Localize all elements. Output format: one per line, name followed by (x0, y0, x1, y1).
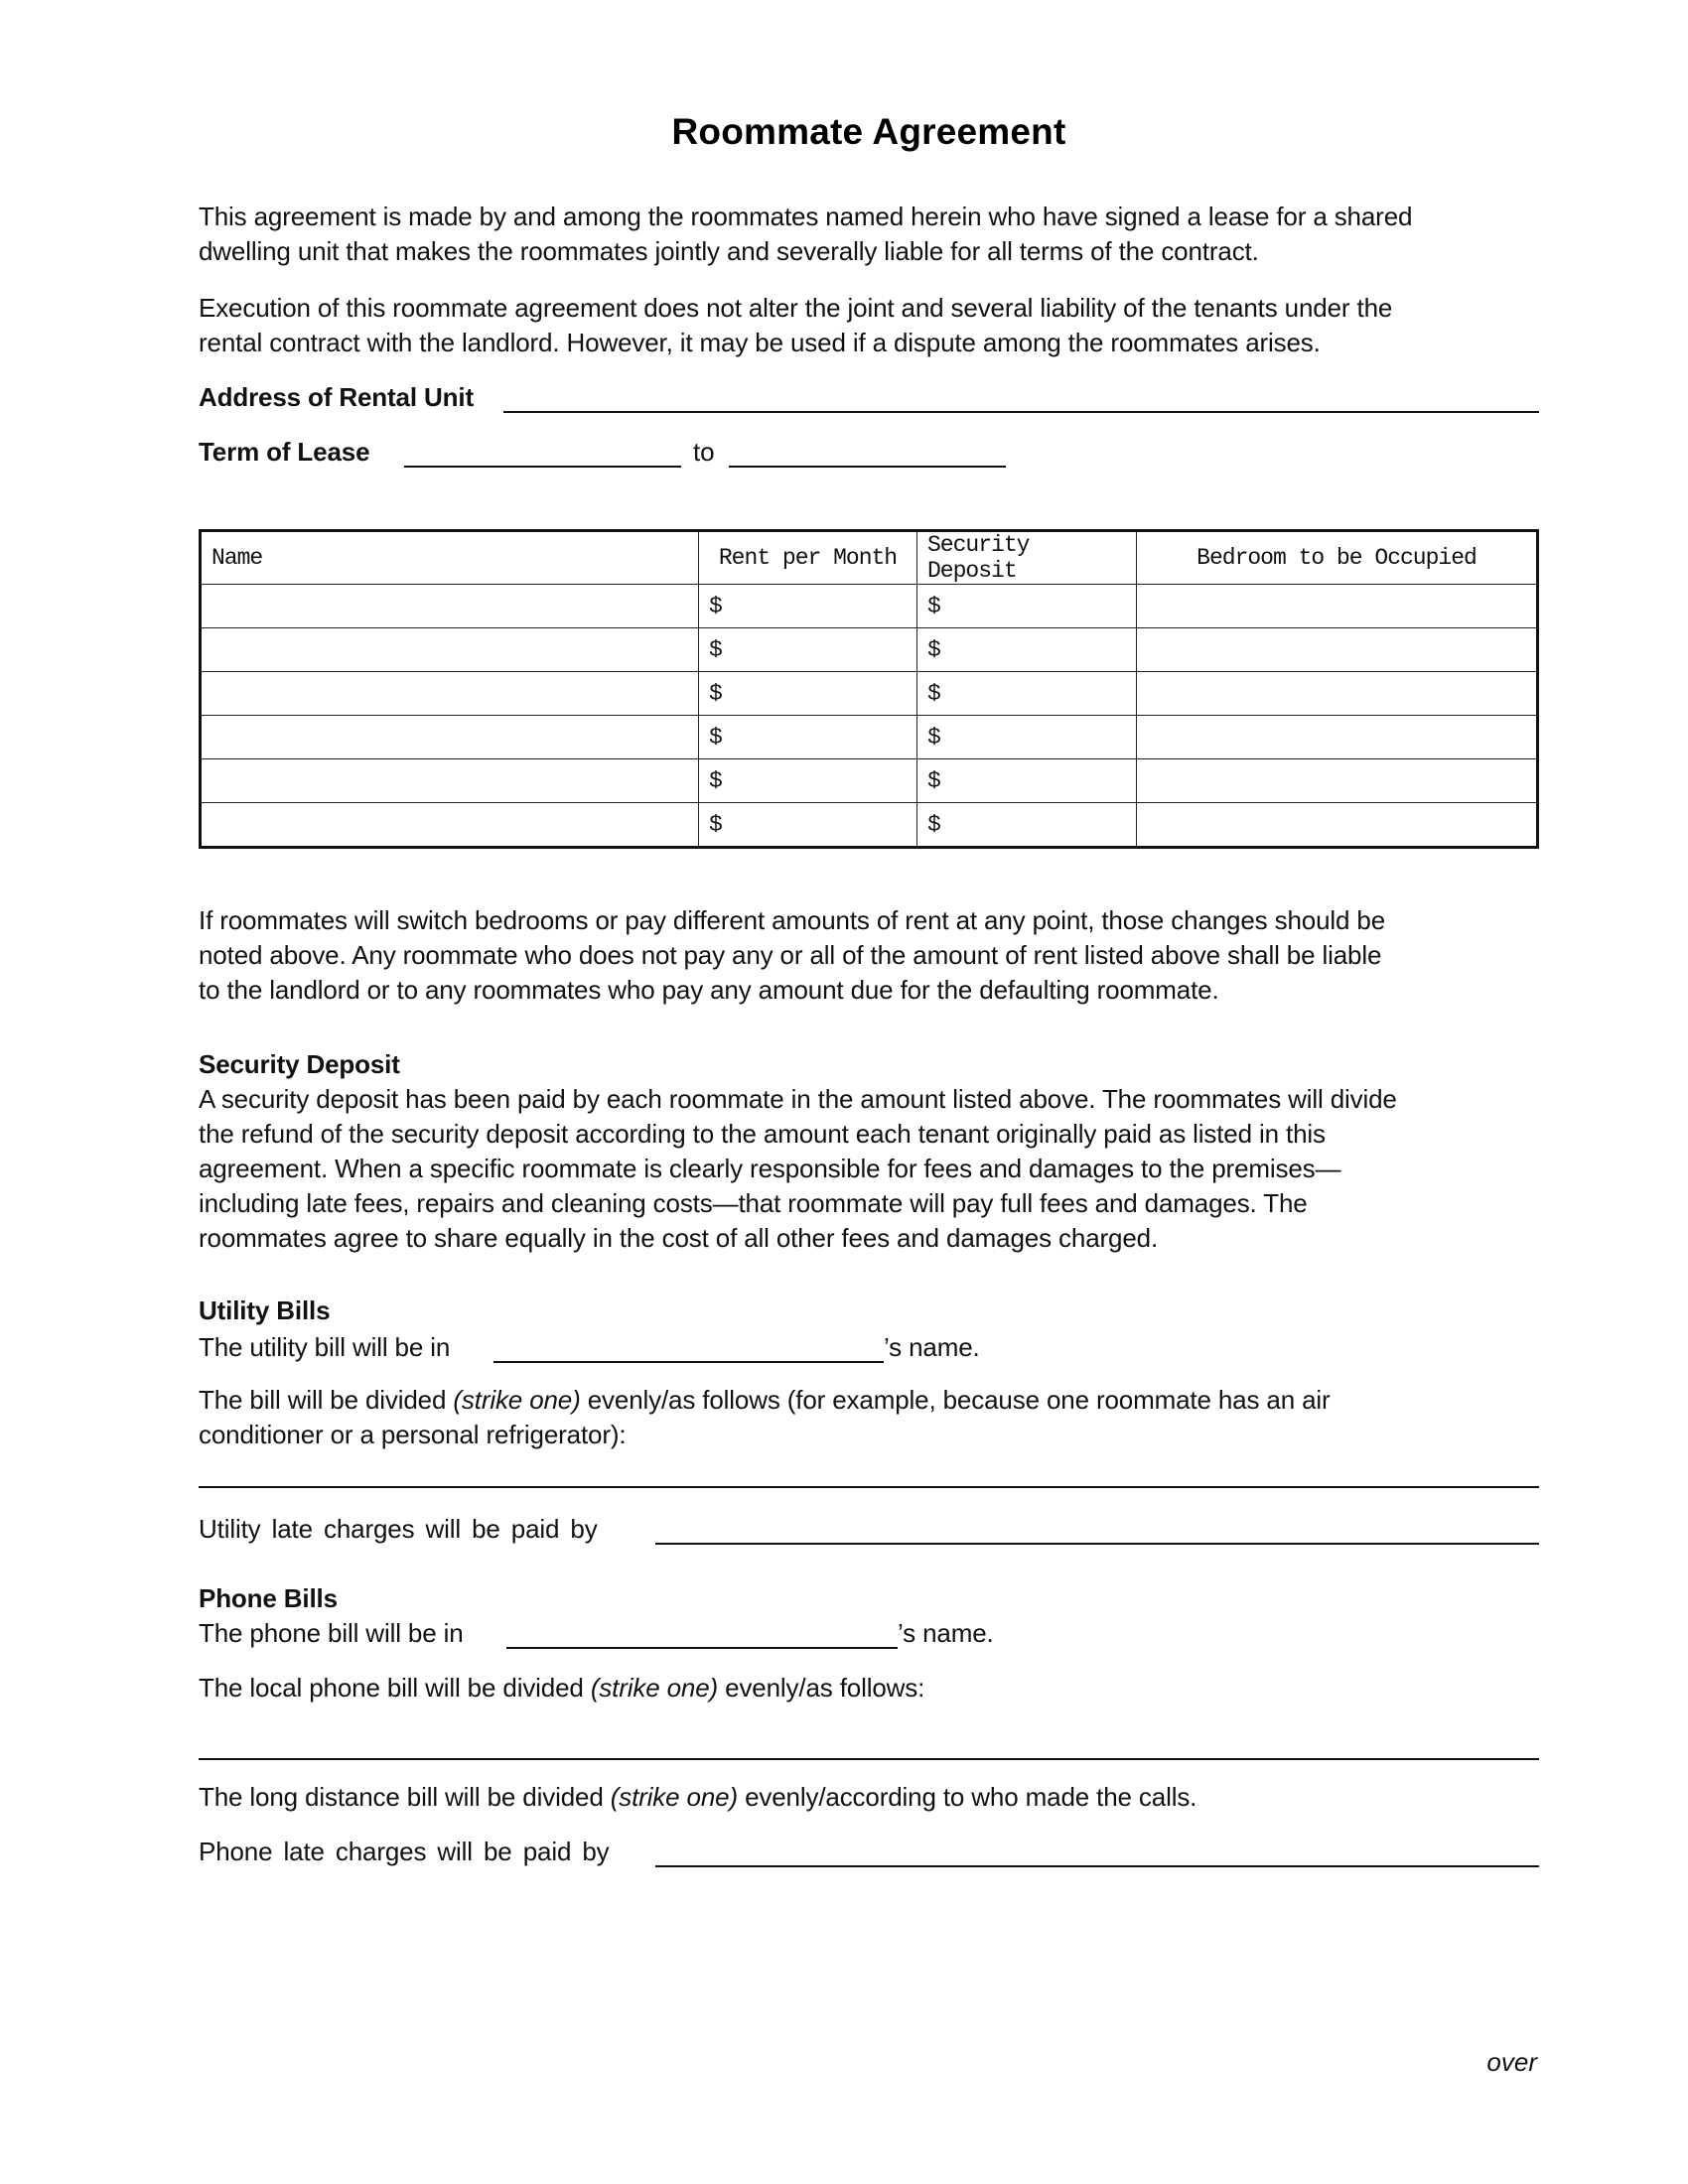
rent-cell[interactable]: $ (699, 628, 917, 672)
table-row (201, 585, 1538, 628)
security-deposit-line-2: the refund of the security deposit according to the amount each tenant originally paid as listed in this (199, 1119, 1326, 1149)
utility-name-suffix: ’s name. (884, 1332, 980, 1362)
phone-bills-heading: Phone Bills (199, 1583, 338, 1613)
switch-note-line-1: If roommates will switch bedrooms or pay different amounts of rent at any point, those changes should be (199, 905, 1386, 935)
utility-divide-line-2: conditioner or a personal refrigerator): (199, 1420, 627, 1449)
name-cell[interactable] (201, 803, 699, 848)
phone-local-line (199, 1673, 924, 1703)
deposit-cell[interactable]: $ (917, 716, 1137, 759)
bedroom-cell[interactable] (1137, 585, 1538, 628)
switch-note-line-2: noted above. Any roommate who does not pay any or all of the amount of rent listed above shall be liable (199, 940, 1382, 970)
bedroom-cell[interactable] (1137, 716, 1538, 759)
roster-table (199, 529, 1539, 849)
address-field[interactable] (503, 411, 1539, 413)
phone-local-suffix: evenly/as follows: (725, 1673, 925, 1703)
header-bedroom: Bedroom to be Occupied (1137, 531, 1538, 585)
deposit-cell[interactable]: $ (917, 585, 1137, 628)
name-cell[interactable] (201, 672, 699, 716)
page-title: Roommate Agreement (671, 111, 1066, 152)
phone-late-label: Phone late charges will be paid by (199, 1837, 610, 1866)
table-row (201, 716, 1538, 759)
table-row (201, 803, 1538, 848)
header-rent: Rent per Month (699, 531, 917, 585)
intro-line-1: This agreement is made by and among the roommates named herein who have signed a lease for a shared (199, 202, 1413, 231)
bedroom-cell[interactable] (1137, 628, 1538, 672)
phone-local-prefix: The local phone bill will be divided (199, 1673, 584, 1703)
term-to-label: to (693, 437, 715, 467)
bedroom-cell[interactable] (1137, 803, 1538, 848)
utility-late-label: Utility late charges will be paid by (199, 1514, 598, 1544)
intro-line-2: dwelling unit that makes the roommates jointly and severally liable for all terms of the contract. (199, 236, 1259, 266)
deposit-cell[interactable]: $ (917, 759, 1137, 803)
phone-local-strike-one: (strike one) (590, 1673, 719, 1703)
name-cell[interactable] (201, 759, 699, 803)
header-deposit: Security Deposit (917, 531, 1137, 585)
security-deposit-line-1: A security deposit has been paid by each roommate in the amount listed above. The roommates will divide (199, 1084, 1397, 1114)
security-deposit-line-4: including late fees, repairs and cleaning costs—that roommate will pay full fees and damages. The (199, 1188, 1308, 1218)
rent-cell[interactable]: $ (699, 585, 917, 628)
header-name: Name (201, 531, 699, 585)
table-header-row (201, 531, 1538, 585)
execution-line-2: rental contract with the landlord. However, it may be used if a dispute among the roommates arises. (199, 328, 1321, 357)
utility-divide-suffix: evenly/as follows (for example, because one roommate has an air (587, 1385, 1331, 1415)
utility-divide-prefix: The bill will be divided (199, 1385, 447, 1415)
deposit-cell[interactable]: $ (917, 672, 1137, 716)
utility-divide-field[interactable] (199, 1486, 1539, 1488)
phone-long-strike-one: (strike one) (610, 1782, 738, 1812)
utility-name-field[interactable] (493, 1361, 884, 1363)
bedroom-cell[interactable] (1137, 759, 1538, 803)
security-deposit-heading: Security Deposit (199, 1049, 400, 1079)
deposit-cell[interactable]: $ (917, 803, 1137, 848)
utility-name-prefix: The utility bill will be in (199, 1332, 451, 1362)
name-cell[interactable] (201, 628, 699, 672)
switch-note-line-3: to the landlord or to any roommates who pay any amount due for the defaulting roommate. (199, 975, 1219, 1005)
rent-cell[interactable]: $ (699, 716, 917, 759)
phone-long-distance-line (199, 1782, 1196, 1812)
bedroom-cell[interactable] (1137, 672, 1538, 716)
rent-cell[interactable]: $ (699, 803, 917, 848)
term-start-field[interactable] (404, 466, 681, 468)
phone-long-prefix: The long distance bill will be divided (199, 1782, 604, 1812)
term-end-field[interactable] (729, 466, 1006, 468)
phone-long-suffix: evenly/according to who made the calls. (745, 1782, 1197, 1812)
security-deposit-line-3: agreement. When a specific roommate is clearly responsible for fees and damages to the premises— (199, 1154, 1341, 1183)
over-page-indicator: over (1486, 2047, 1537, 2077)
utility-bills-heading: Utility Bills (199, 1296, 331, 1325)
deposit-cell[interactable]: $ (917, 628, 1137, 672)
rent-cell[interactable]: $ (699, 672, 917, 716)
execution-line-1: Execution of this roommate agreement does not alter the joint and several liability of the tenants under the (199, 293, 1393, 323)
phone-name-prefix: The phone bill will be in (199, 1618, 464, 1648)
phone-local-field[interactable] (199, 1758, 1539, 1760)
security-deposit-line-5: roommates agree to share equally in the cost of all other fees and damages charged. (199, 1223, 1159, 1253)
table-row (201, 759, 1538, 803)
table-row (201, 628, 1538, 672)
utility-strike-one: (strike one) (453, 1385, 581, 1415)
phone-name-field[interactable] (506, 1647, 898, 1649)
phone-late-field[interactable] (655, 1865, 1539, 1867)
address-label: Address of Rental Unit (199, 382, 474, 412)
name-cell[interactable] (201, 716, 699, 759)
rent-cell[interactable]: $ (699, 759, 917, 803)
table-row (201, 672, 1538, 716)
term-label: Term of Lease (199, 437, 370, 467)
name-cell[interactable] (201, 585, 699, 628)
phone-name-suffix: ’s name. (898, 1618, 994, 1648)
utility-divide-line-1 (199, 1385, 1331, 1415)
utility-late-field[interactable] (655, 1543, 1539, 1545)
